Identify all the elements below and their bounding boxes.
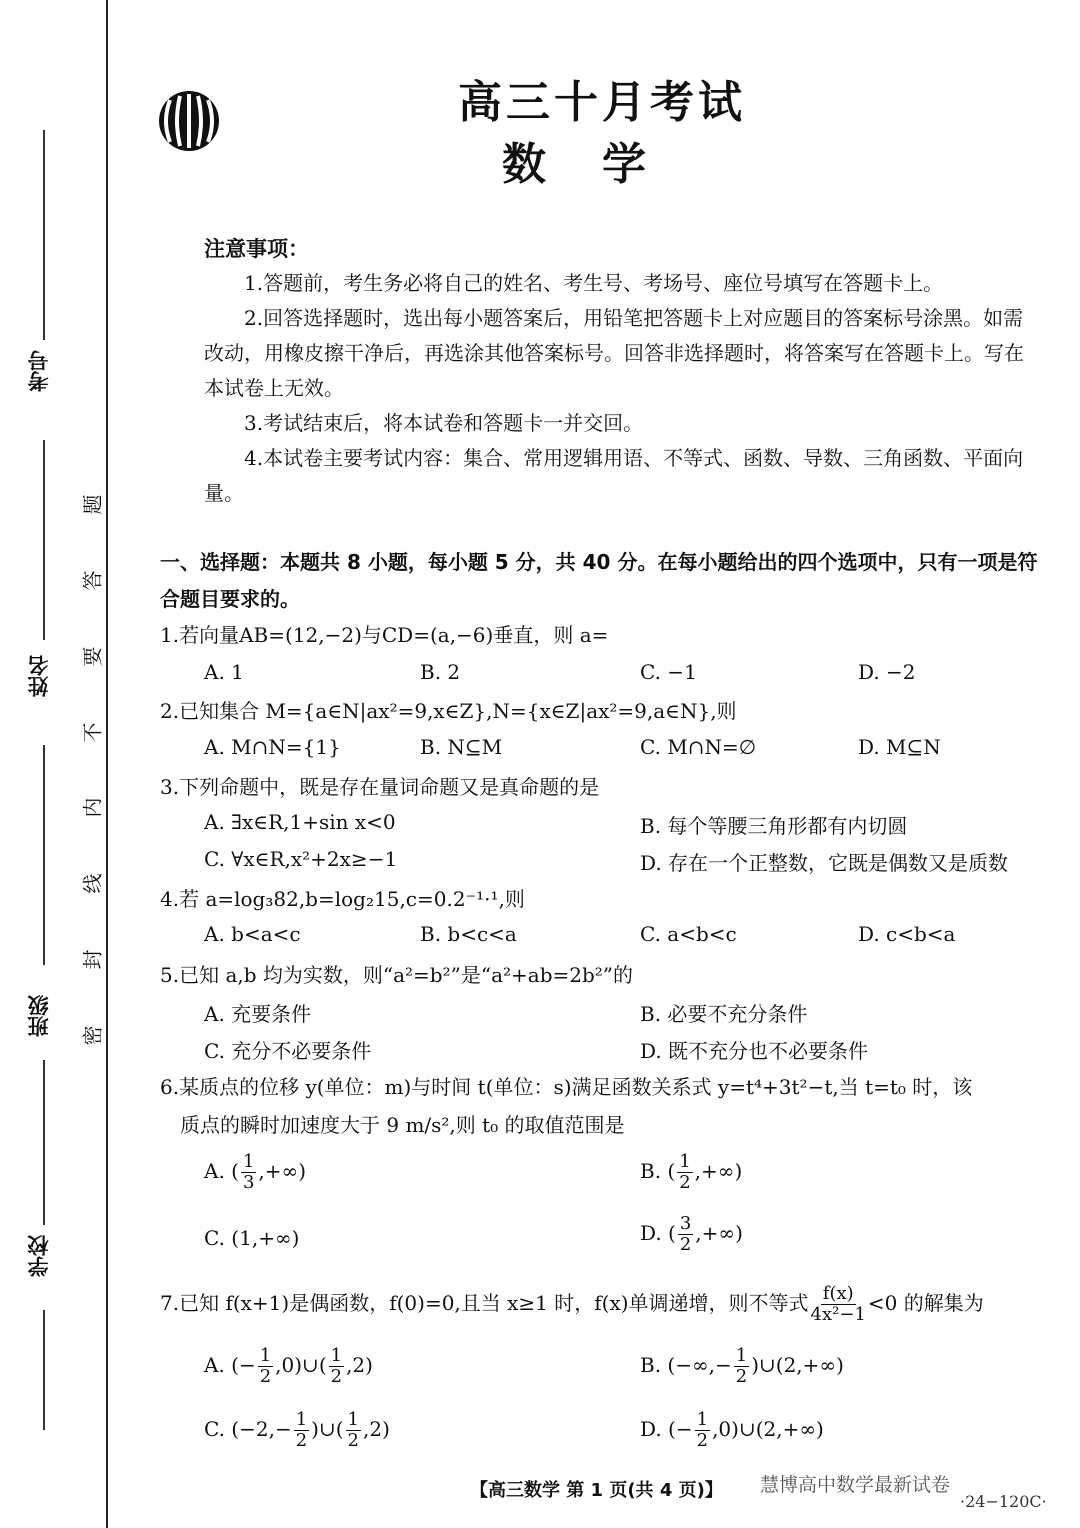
question-6-cont: 质点的瞬时加速度大于 9 m/s²,则 t₀ 的取值范围是 [180, 1113, 625, 1137]
exam-no-line [43, 130, 45, 340]
q1-option-a: A. 1 [204, 660, 244, 684]
question-5: 5.已知 a,b 均为实数，则“a²=b²”是“a²+ab=2b²”的 [160, 963, 634, 987]
question-4: 4.若 a=log₃82,b=log₂15,c=0.2⁻¹·¹,则 [160, 887, 525, 911]
q7-option-a: A. (− $\frac{1}{2}$ ,0)∪( $\frac{1}{2}$ ,2) [204, 1345, 373, 1387]
seal-char: 线 [80, 873, 105, 894]
school-line [43, 1060, 45, 1225]
q3-option-a: A. ∃x∈R,1+sin x<0 [204, 810, 396, 834]
q1-option-c: C. −1 [640, 660, 697, 684]
seal-char: 要 [80, 646, 105, 667]
notice-item: 2.回答选择题时，选出每小题答案后，用铅笔把答题卡上对应题目的答案标号涂黑。如需改动，用橡皮擦干净后，再选涂其他答案标号。回答非选择题时，将答案写在答题卡上。写在本试卷上无效。 [204, 306, 1024, 400]
q5-option-b: B. 必要不充分条件 [640, 1002, 808, 1026]
name-line [43, 440, 45, 640]
notice-item: 1.答题前，考生务必将自己的姓名、考生号、考场号、座位号填写在答题卡上。 [244, 271, 944, 295]
seal-char: 内 [80, 797, 105, 818]
q1-option-d: D. −2 [858, 660, 916, 684]
q7-option-d: D. (− $\frac{1}{2}$ ,0)∪(2,+∞) [640, 1409, 824, 1451]
notice-item: 3.考试结束后，将本试卷和答题卡一并交回。 [244, 411, 644, 435]
seal-char: 不 [80, 722, 105, 743]
q4-option-a: A. b<a<c [204, 922, 301, 946]
q4-option-b: B. b<c<a [420, 922, 517, 946]
seal-char: 密 [80, 1025, 105, 1046]
q2-option-c: C. M∩N=∅ [640, 735, 757, 759]
q3-option-d: D. 存在一个正整数，它既是偶数又是质数 [640, 851, 1009, 875]
q2-option-b: B. N⊆M [420, 735, 503, 759]
seal-warning [78, 490, 104, 1050]
seal-char: 答 [80, 570, 105, 591]
question-7: 7.已知 f(x+1)是偶函数，f(0)=0,且当 x≥1 时，f(x)单调递增，则不等式 $\frac{f(x)}{\text{4x²−1}}$ <0 的解集为 [160, 1283, 984, 1325]
q6-option-c: C. (1,+∞) [204, 1226, 300, 1250]
question-3: 3.下列命题中，既是存在量词命题又是真命题的是 [160, 775, 600, 799]
school-label: 学校 [27, 1235, 51, 1277]
page-footer: 【高三数学 第 1 页(共 4 页)】 [470, 1480, 723, 1501]
q6-option-a: A. ( $\frac{1}{3}$ ,+∞) [204, 1151, 306, 1193]
q5-option-c: C. 充分不必要条件 [204, 1039, 372, 1063]
subject-title: 数学 [502, 139, 702, 190]
binding-line [106, 0, 108, 1528]
school-line-2 [43, 1310, 45, 1430]
seal-char: 封 [80, 949, 105, 970]
q5-option-d: D. 既不充分也不必要条件 [640, 1039, 869, 1063]
q6-option-b: B. ( $\frac{1}{2}$ ,+∞) [640, 1151, 743, 1193]
exam-no-label: 考号 [27, 350, 51, 392]
exam-title: 高三十月考试 [458, 77, 746, 128]
q5-option-a: A. 充要条件 [204, 1002, 312, 1026]
q7-option-c: C. (−2,− $\frac{1}{2}$ )∪( $\frac{1}{2}$ ,2) [204, 1409, 390, 1451]
notice-heading: 注意事项： [204, 237, 309, 261]
q4-option-d: D. c<b<a [858, 922, 956, 946]
class-line [43, 745, 45, 965]
q2-option-d: D. M⊆N [858, 735, 941, 759]
name-label: 姓名 [27, 655, 51, 697]
paper-code: ·24−120C· [960, 1492, 1047, 1511]
section-heading: 一、选择题：本题共 8 小题，每小题 5 分，共 40 分。在每小题给出的四个选项中，只有一项是符合题目要求的。 [160, 550, 1038, 611]
watermark-text: 慧博高中数学最新试卷 [760, 1474, 951, 1496]
question-6: 6.某质点的位移 y(单位：m)与时间 t(单位：s)满足函数关系式 y=t⁴+3t²−t,当 t=t₀ 时，该 [160, 1075, 973, 1099]
question-1: 1.若向量AB=(12,−2)与CD=(a,−6)垂直，则 a= [160, 623, 609, 647]
q4-option-c: C. a<b<c [640, 922, 737, 946]
q3-option-b: B. 每个等腰三角形都有内切圆 [640, 814, 908, 838]
q6-option-d: D. ( $\frac{3}{2}$ ,+∞) [640, 1213, 743, 1255]
q2-option-a: A. M∩N={1} [204, 735, 341, 759]
question-2: 2.已知集合 M={a∈N|ax²=9,x∈Z},N={x∈Z|ax²=9,a∈N},则 [160, 699, 737, 723]
seal-char: 题 [80, 494, 105, 515]
q3-option-c: C. ∀x∈R,x²+2x≥−1 [204, 847, 398, 871]
q7-option-b: B. (−∞,− $\frac{1}{2}$ )∪(2,+∞) [640, 1345, 844, 1387]
class-label: 班级 [27, 995, 51, 1037]
notice-item: 4.本试卷主要考试内容：集合、常用逻辑用语、不等式、函数、导数、三角函数、平面向量。 [204, 446, 1024, 505]
q1-option-b: B. 2 [420, 660, 461, 684]
